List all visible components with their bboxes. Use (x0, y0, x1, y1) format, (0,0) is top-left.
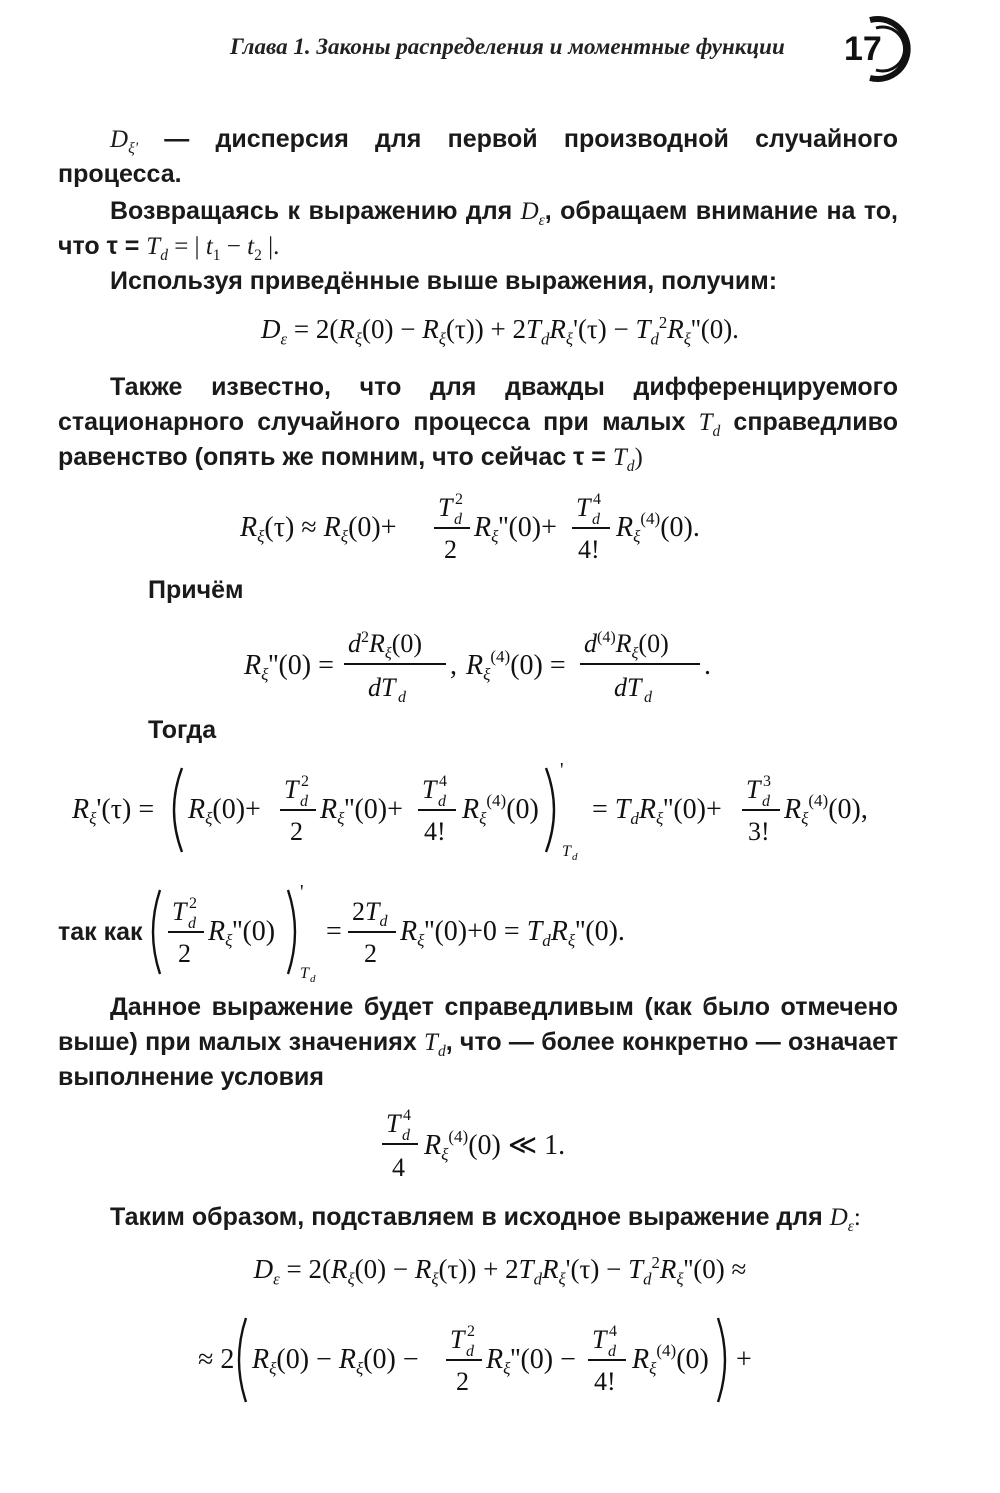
svg-text:3!: 3! (748, 817, 770, 846)
svg-text:4!: 4! (578, 535, 600, 564)
svg-text:2: 2 (456, 1367, 469, 1396)
svg-text:d: d (592, 511, 600, 528)
formula-derivatives (240, 620, 740, 710)
svg-text:Rξ'(τ) =: $R_\xi'(\tau)$ = (72, 794, 155, 828)
page-number-ornament (862, 14, 922, 84)
svg-text:d: d (454, 511, 462, 528)
svg-text:T: T (422, 775, 437, 804)
svg-text:d: d (644, 689, 652, 706)
formula-D-eps-2: $D_\varepsilon = 2(R_\xi(0) - R_\xi(\tau)) + 2T_dR_\xi'(\tau) - T_d^2R_\xi''(0)$ ≈ (253, 1253, 747, 1289)
svg-text:d: d (402, 1127, 410, 1144)
svg-text:≈ 2: ≈ 2 (198, 1344, 235, 1375)
svg-text:dT: dT (368, 673, 396, 702)
svg-text:4: 4 (609, 1323, 617, 1340)
formula-condition (380, 1100, 600, 1190)
svg-text:4!: 4! (424, 817, 446, 846)
svg-text:4: 4 (392, 1153, 405, 1182)
svg-text:d: d (608, 1343, 616, 1360)
svg-text:Rξ(0)+: $R_\xi(0)+$ (188, 794, 261, 828)
svg-text:d: d (762, 793, 770, 810)
svg-text:Rξ(τ) ≈ Rξ(0)+: $R_\xi(\tau) \approx R_\xi(0)+$ (240, 512, 397, 546)
svg-text:Rξ''(0)+: $R_\xi''(0)+$ (320, 794, 403, 828)
svg-text:Rξ(4)(0) ≪ 1.: $R_\xi^{(4)}(0)$ ≪ 1. (424, 1127, 566, 1164)
svg-text:Rξ(0) − Rξ(0) −: $R_\xi(0) - R_\xi(0)$ − (252, 1344, 419, 1378)
svg-text:4: 4 (439, 773, 447, 790)
paragraph-using: Используя приведённые выше выражения, получим: (110, 267, 778, 295)
formula-D-eps-expansion (196, 1310, 796, 1410)
svg-text:2Td: $2T_d$ (352, 897, 388, 930)
svg-text:d: d (398, 689, 406, 706)
svg-text:2: 2 (290, 817, 303, 846)
svg-text:T: T (576, 493, 591, 522)
formula-D-eps-1: $D_\varepsilon = 2(R_\xi(0) - R_\xi(\tau)) + 2T_dR_\xi'(\tau) - T_d^2R_\xi''(0)$. (261, 313, 739, 349)
svg-text:+: + (736, 1344, 752, 1375)
svg-text:': ' (560, 760, 564, 781)
svg-text:Rξ''(0) =: $R_\xi''(0)$ = (244, 650, 334, 684)
svg-text:3: 3 (763, 773, 771, 790)
svg-text:d: d (300, 793, 308, 810)
formula-R-prime (70, 760, 900, 860)
svg-text:2: 2 (301, 773, 309, 790)
formula-taylor-expansion (230, 478, 750, 574)
svg-text:d: d (572, 851, 578, 860)
svg-text:T: T (438, 493, 453, 522)
svg-text:4!: 4! (594, 1367, 616, 1396)
svg-text:T: T (300, 965, 309, 982)
svg-text:T: T (592, 1325, 607, 1354)
word-togda: Тогда (148, 716, 217, 744)
svg-text:= TdRξ''(0)+: = $T_dR_\xi''(0)+$ (592, 794, 722, 828)
svg-text:2: 2 (444, 535, 457, 564)
svg-text:d: d (310, 973, 316, 982)
svg-text:,: , (450, 650, 457, 681)
paragraph-returning: Возвращаясь к выражению для $D_\varepsilon$, обращаем внимание на то, что $\tau = T_d$ = | $t_1 - t_2$ |. (58, 197, 898, 264)
paragraph-also-known: Также известно, что для дважды дифференцируемого стационарного случайного процесса при малых $T_d$ справедливо равенство (опять же помним, что сейчас $\tau = T_d$) (58, 373, 898, 475)
word-tak-kak: так как (58, 918, 143, 946)
svg-text:T: T (450, 1325, 465, 1354)
svg-text:Rξ(4)(0): $R_\xi^{(4)}(0)$ (462, 791, 539, 828)
svg-text:T: T (386, 1109, 401, 1138)
svg-text:4: 4 (593, 491, 601, 508)
svg-text:Rξ''(0)+0 = TdRξ''(0).: $R_\xi''(0)+0 = T_dR_\xi''(0)$. (400, 916, 625, 950)
svg-text:T: T (284, 775, 299, 804)
svg-text:2: 2 (364, 939, 377, 968)
svg-text:d: d (438, 793, 446, 810)
svg-text:T: T (562, 843, 571, 860)
svg-text:d: d (466, 1343, 474, 1360)
svg-text:2: 2 (455, 491, 463, 508)
svg-text:Rξ(4)(0): $R_\xi^{(4)}(0)$ (632, 1341, 709, 1378)
svg-text:2: 2 (189, 895, 197, 912)
paragraph-dispersion-derivative: $D_{\xi'}$ — дисперсия для первой производной случайного процесса. (58, 125, 898, 188)
page-number: 17 (844, 30, 882, 68)
svg-text:=: = (326, 916, 342, 947)
svg-text:Rξ(4)(0) =: $R_\xi^{(4)}(0)$ = (466, 647, 566, 684)
svg-text:2: 2 (467, 1323, 475, 1340)
svg-text:Rξ''(0) −: $R_\xi''(0)$ − (486, 1344, 576, 1378)
paragraph-valid-condition: Данное выражение будет справедливым (как было отмечено выше) при малых значениях $T_d$, что — более конкретно — означает выполнение условия (58, 993, 898, 1091)
running-head: Глава 1. Законы распределения и моментные функции (230, 34, 785, 59)
svg-text:': ' (300, 882, 304, 903)
svg-text:.: . (704, 650, 711, 681)
svg-text:T: T (172, 897, 187, 926)
svg-text:d(4)Rξ(0): $d^{(4)}R_\xi(0)$ (584, 629, 669, 662)
svg-text:Rξ(4)(0).: $R_\xi^{(4)}(0)$. (616, 509, 700, 546)
svg-text:Rξ''(0): $R_\xi''(0)$ (208, 916, 276, 950)
svg-text:4: 4 (403, 1107, 411, 1124)
svg-text:Rξ''(0)+: $R_\xi''(0)+$ (474, 512, 557, 546)
formula-since (146, 882, 676, 982)
svg-text:T: T (746, 775, 761, 804)
svg-text:d2Rξ(0): $d^2R_\xi(0)$ (348, 629, 423, 662)
svg-text:d: d (188, 915, 196, 932)
svg-text:Rξ(4)(0),: $R_\xi^{(4)}(0)$, (784, 791, 868, 828)
paragraph-substitute: Таким образом, подставляем в исходное выражение для $D_\varepsilon$: (110, 1203, 861, 1235)
svg-text:dT: dT (614, 673, 642, 702)
svg-text:2: 2 (178, 939, 191, 968)
word-prichyom: Причём (148, 576, 244, 604)
